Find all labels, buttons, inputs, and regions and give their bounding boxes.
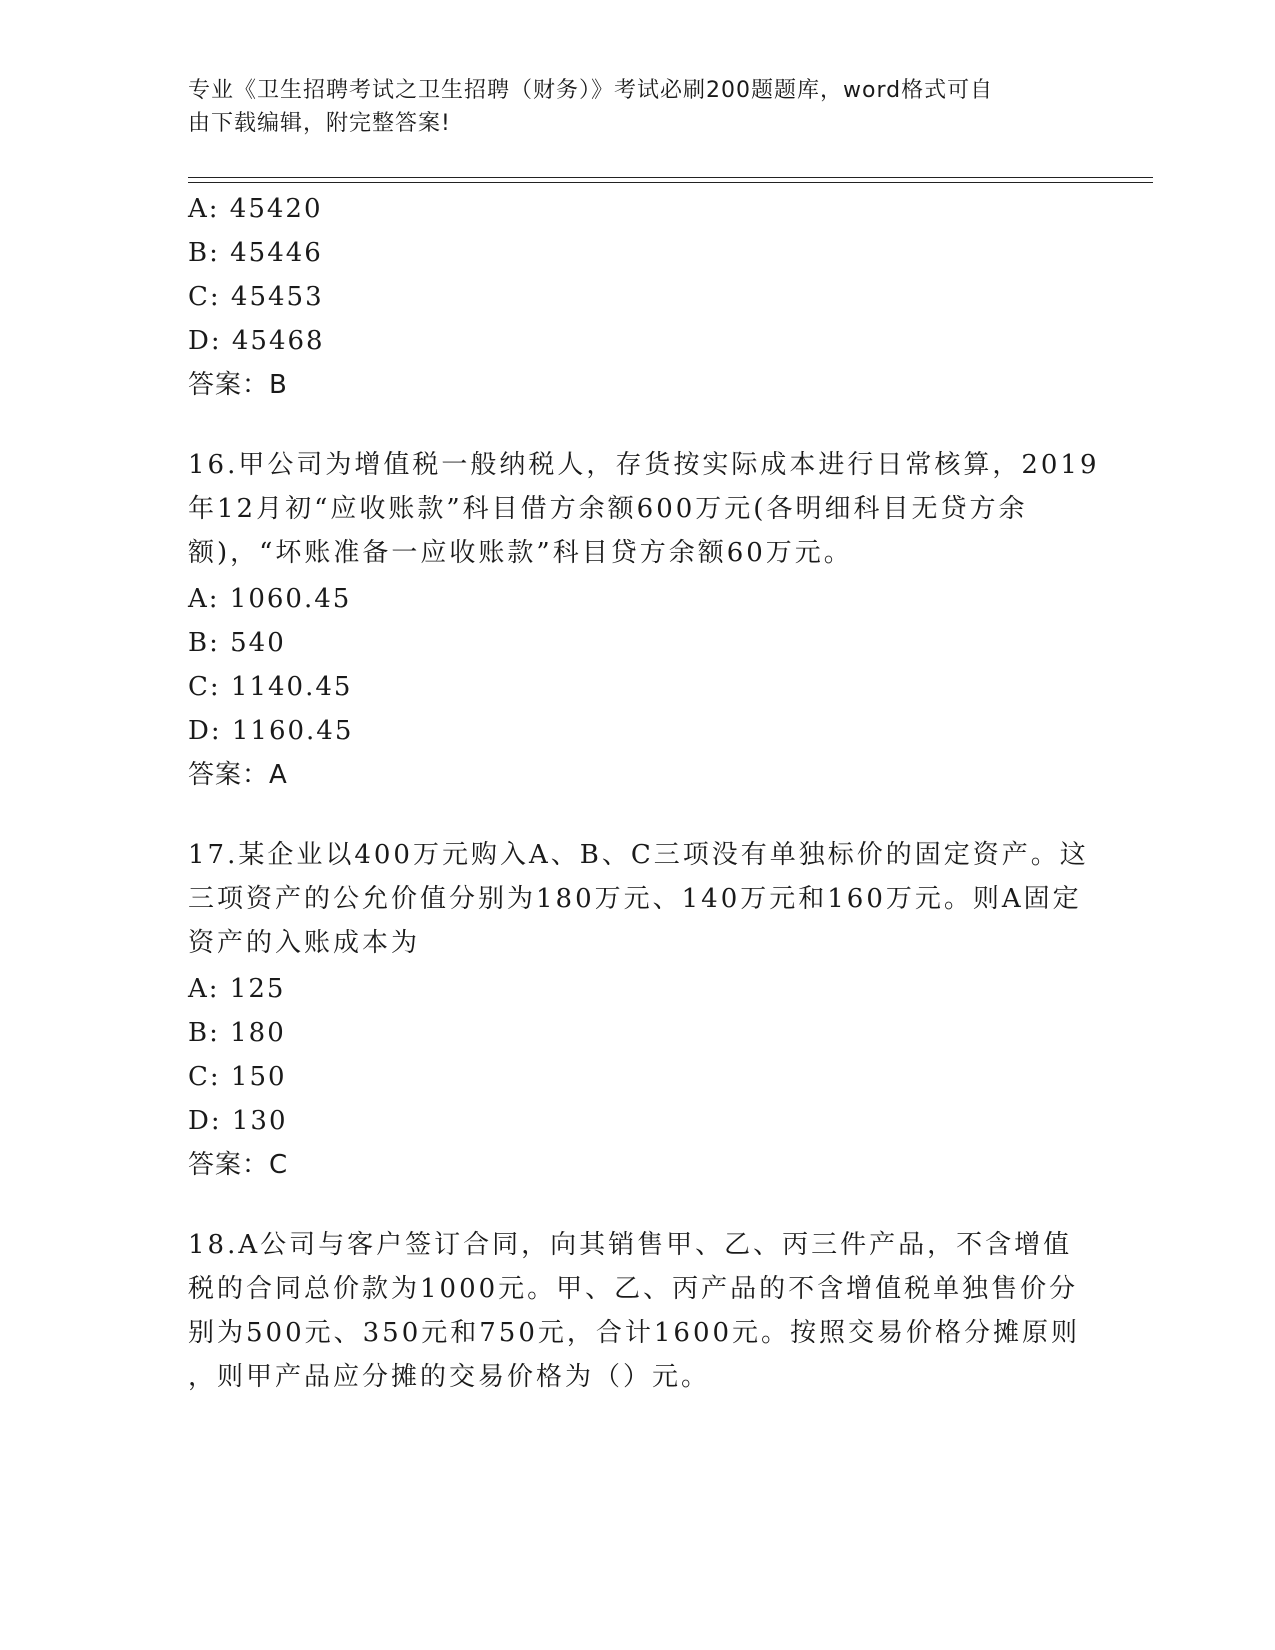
q17-option-c: C: 150 — [188, 1062, 287, 1092]
q15-answer: 答案：B — [188, 370, 288, 400]
q17-stem-line-2: 三项资产的公允价值分别为180万元、140万元和160万元。则A固定 — [188, 884, 1082, 914]
q15-option-c: C: 45453 — [188, 282, 324, 312]
q17-stem-line-1: 17.某企业以400万元购入A、B、C三项没有单独标价的固定资产。这 — [188, 840, 1089, 870]
header-line-1: 专业《卫生招聘考试之卫生招聘（财务）》考试必刷200题题库，word格式可自 — [188, 78, 994, 103]
q16-option-a: A: 1060.45 — [188, 584, 352, 614]
q16-option-c: C: 1140.45 — [188, 672, 353, 702]
q18-stem-line-4: ，则甲产品应分摊的交易价格为（）元。 — [188, 1362, 711, 1392]
q17-option-a: A: 125 — [188, 974, 286, 1004]
q16-stem-line-1: 16.甲公司为增值税一般纳税人，存货按实际成本进行日常核算，2019 — [188, 450, 1100, 480]
header-line-2: 由下载编辑，附完整答案! — [188, 111, 451, 136]
q15-option-d: D: 45468 — [188, 326, 325, 356]
q17-answer: 答案：C — [188, 1150, 289, 1180]
q16-option-d: D: 1160.45 — [188, 716, 354, 746]
q18-stem-line-2: 税的合同总价款为1000元。甲、乙、丙产品的不含增值税单独售价分 — [188, 1274, 1079, 1304]
q16-stem-line-3: 额)，“坏账准备一应收账款”科目贷方余额60万元。 — [188, 538, 853, 568]
q18-stem-line-1: 18.A公司与客户签订合同，向其销售甲、乙、丙三件产品，不含增值 — [188, 1230, 1073, 1260]
q17-option-b: B: 180 — [188, 1018, 286, 1048]
q16-option-b: B: 540 — [188, 628, 286, 658]
q17-stem-line-3: 资产的入账成本为 — [188, 928, 421, 958]
q17-option-d: D: 130 — [188, 1106, 288, 1136]
q16-stem-line-2: 年12月初“应收账款”科目借方余额600万元(各明细科目无贷方余 — [188, 494, 1028, 524]
q15-option-a: A: 45420 — [188, 194, 323, 224]
document-header — [188, 74, 1088, 140]
header-divider-top — [188, 177, 1153, 178]
q15-option-b: B: 45446 — [188, 238, 323, 268]
q16-answer: 答案：A — [188, 760, 288, 790]
header-divider-bottom — [188, 182, 1153, 183]
q18-stem-line-3: 别为500元、350元和750元，合计1600元。按照交易价格分摊原则 — [188, 1318, 1081, 1348]
